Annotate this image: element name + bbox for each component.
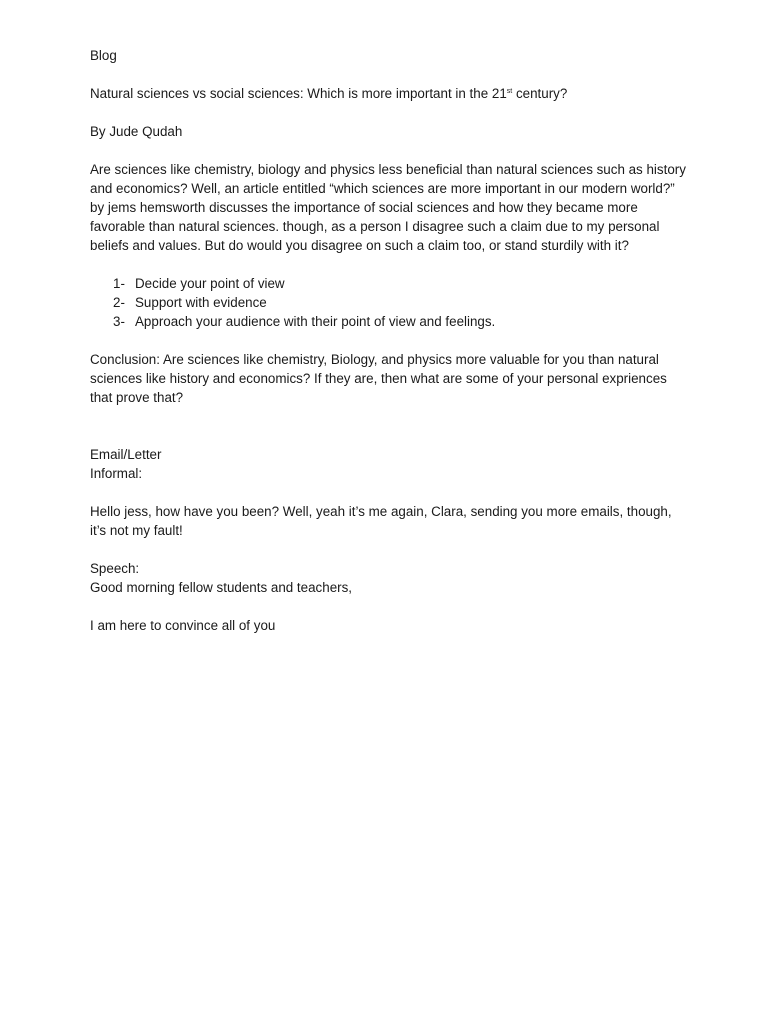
conclusion-paragraph: Conclusion: Are sciences like chemistry, Biology, and physics more valuable for you than natural sciences like history and economics? If they are, then what are some of your personal expriences that prove that?	[90, 352, 667, 405]
document-page	[90, 46, 690, 635]
list-item-number: 3-	[113, 314, 125, 329]
list-item-number: 1-	[113, 276, 125, 291]
informal-label: Informal:	[90, 466, 143, 481]
byline: By Jude Qudah	[90, 124, 183, 139]
list-item	[113, 312, 690, 331]
blog-title-text-end: century?	[512, 86, 568, 101]
list-item-number: 2-	[113, 295, 125, 310]
speech-paragraph: I am here to convince all of you	[90, 618, 276, 633]
list-item-text: Support with evidence	[135, 295, 267, 310]
blog-title-superscript: st	[506, 88, 513, 95]
email-heading: Email/Letter	[90, 447, 162, 462]
steps-list	[90, 274, 690, 331]
speech-heading: Speech:	[90, 561, 140, 576]
list-item	[113, 293, 690, 312]
blog-title	[90, 84, 690, 103]
intro-paragraph: Are sciences like chemistry, biology and physics less beneficial than natural sciences such as history and economics? Well, an article entitled “which sciences are more important in our modern world?” by jems hemsworth discusses the importance of social sciences and how they became more favorable than natural sciences. though, as a person I disagree such a claim due to my personal beliefs and values. But do would you disagree on such a claim too, or stand sturdily with it?	[90, 162, 686, 253]
blog-heading: Blog	[90, 48, 117, 63]
list-item	[113, 274, 690, 293]
email-paragraph: Hello jess, how have you been? Well, yeah it’s me again, Clara, sending you more emails, though, it’s not my fault!	[90, 504, 672, 538]
list-item-text: Decide your point of view	[135, 276, 285, 291]
list-item-text: Approach your audience with their point of view and feelings.	[135, 314, 496, 329]
speech-greeting: Good morning fellow students and teachers,	[90, 580, 353, 595]
blog-title-text: Natural sciences vs social sciences: Which is more important in the 21	[90, 86, 507, 101]
